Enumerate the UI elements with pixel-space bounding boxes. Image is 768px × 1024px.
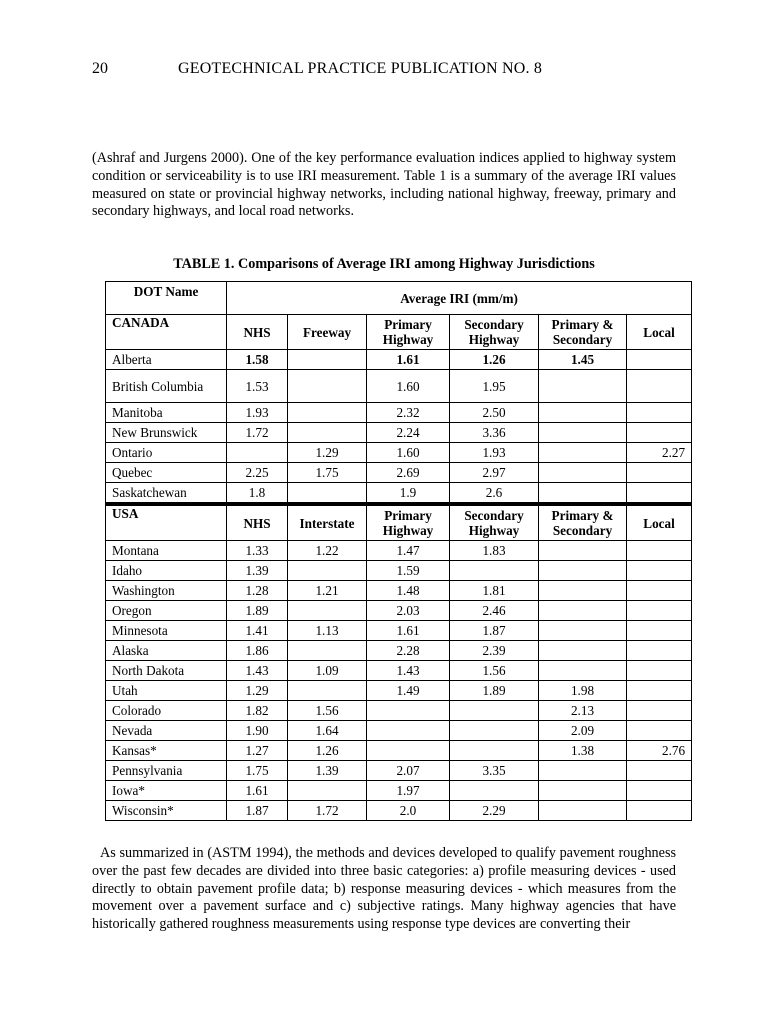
page-number: 20	[92, 60, 108, 77]
jurisdiction-name: Wisconsin*	[106, 801, 227, 821]
iri-value: 1.82	[227, 701, 288, 721]
table-row	[106, 781, 692, 801]
iri-value	[627, 581, 692, 601]
table-row	[106, 370, 692, 403]
iri-value: 1.61	[367, 621, 450, 641]
iri-value: 1.89	[450, 681, 539, 701]
iri-value	[539, 541, 627, 561]
iri-value	[627, 350, 692, 370]
iri-value: 1.61	[367, 350, 450, 370]
column-header: Primary Highway	[367, 315, 450, 350]
iri-value	[450, 721, 539, 741]
iri-value	[627, 641, 692, 661]
iri-value: 1.87	[450, 621, 539, 641]
jurisdiction-name: British Columbia	[106, 370, 227, 403]
iri-value	[288, 561, 367, 581]
iri-value: 2.0	[367, 801, 450, 821]
iri-value: 1.60	[367, 370, 450, 403]
iri-value: 1.58	[227, 350, 288, 370]
iri-value: 2.29	[450, 801, 539, 821]
iri-value: 1.53	[227, 370, 288, 403]
iri-value: 1.33	[227, 541, 288, 561]
iri-value: 1.13	[288, 621, 367, 641]
iri-value: 2.32	[367, 403, 450, 423]
iri-value: 1.48	[367, 581, 450, 601]
table-row	[106, 741, 692, 761]
iri-value: 1.21	[288, 581, 367, 601]
iri-value	[539, 641, 627, 661]
table-row	[106, 601, 692, 621]
iri-value: 1.41	[227, 621, 288, 641]
jurisdiction-name: Washington	[106, 581, 227, 601]
iri-value	[627, 701, 692, 721]
iri-value	[288, 423, 367, 443]
jurisdiction-name: Iowa*	[106, 781, 227, 801]
iri-value: 1.8	[227, 483, 288, 505]
iri-value: 1.38	[539, 741, 627, 761]
iri-value: 1.95	[450, 370, 539, 403]
iri-value: 2.97	[450, 463, 539, 483]
iri-value: 1.89	[227, 601, 288, 621]
iri-value: 1.29	[227, 681, 288, 701]
usa-section-label: USA	[106, 504, 227, 541]
iri-value	[539, 781, 627, 801]
iri-value	[288, 681, 367, 701]
iri-value: 1.72	[288, 801, 367, 821]
iri-value: 1.81	[450, 581, 539, 601]
usa-column-header-row	[106, 504, 692, 541]
iri-value: 1.39	[227, 561, 288, 581]
iri-value	[627, 403, 692, 423]
iri-value: 1.60	[367, 443, 450, 463]
iri-value: 1.09	[288, 661, 367, 681]
iri-value: 1.72	[227, 423, 288, 443]
iri-value: 1.39	[288, 761, 367, 781]
column-header: NHS	[227, 504, 288, 541]
column-header: Secondary Highway	[450, 504, 539, 541]
iri-value	[450, 561, 539, 581]
jurisdiction-name: Colorado	[106, 701, 227, 721]
intro-paragraph: (Ashraf and Jurgens 2000). One of the key performance evaluation indices applied to highway system condition or serviceability is to use IRI measurement. Table 1 is a summary of the average IRI values measured on state or provincial highway networks, including national highway, freeway, primary and secondary highways, and local road networks.	[92, 150, 676, 220]
table-row	[106, 561, 692, 581]
iri-value	[627, 781, 692, 801]
iri-value	[627, 681, 692, 701]
jurisdiction-name: Pennsylvania	[106, 761, 227, 781]
iri-value	[627, 561, 692, 581]
column-header: Freeway	[288, 315, 367, 350]
iri-value	[539, 801, 627, 821]
iri-value: 1.98	[539, 681, 627, 701]
jurisdiction-name: Alaska	[106, 641, 227, 661]
iri-value: 2.27	[627, 443, 692, 463]
iri-value	[627, 423, 692, 443]
table-row	[106, 681, 692, 701]
iri-value: 1.9	[367, 483, 450, 505]
jurisdiction-name: Manitoba	[106, 403, 227, 423]
body-paragraph: As summarized in (ASTM 1994), the methods and devices developed to qualify pavement roughness over the past few decades are divided into three basic categories: a) profile measuring devices - used directly to obtain pavement profile data; b) response measuring devices - which measures from the movement over a pavement surface and c) subjective ratings. Many highway agencies that have historically gathered roughness measurements using response type devices are converting their	[92, 845, 676, 933]
column-header: NHS	[227, 315, 288, 350]
iri-value	[288, 350, 367, 370]
iri-value: 2.69	[367, 463, 450, 483]
iri-value: 1.87	[227, 801, 288, 821]
table-row	[106, 661, 692, 681]
iri-value	[539, 463, 627, 483]
iri-value	[539, 581, 627, 601]
iri-value: 2.03	[367, 601, 450, 621]
iri-value	[367, 701, 450, 721]
iri-value	[539, 561, 627, 581]
iri-value: 1.75	[288, 463, 367, 483]
publication-title: GEOTECHNICAL PRACTICE PUBLICATION NO. 8	[178, 60, 543, 77]
table-row	[106, 761, 692, 781]
iri-value: 1.22	[288, 541, 367, 561]
iri-value	[288, 370, 367, 403]
table-header-row	[106, 282, 692, 315]
iri-value	[539, 403, 627, 423]
iri-value: 2.25	[227, 463, 288, 483]
iri-value: 2.39	[450, 641, 539, 661]
column-header: Primary & Secondary	[539, 504, 627, 541]
dot-name-header: DOT Name	[106, 282, 227, 315]
iri-value: 2.6	[450, 483, 539, 505]
iri-value	[539, 621, 627, 641]
iri-value: 1.47	[367, 541, 450, 561]
iri-table	[105, 281, 692, 821]
iri-value	[539, 483, 627, 505]
jurisdiction-name: Quebec	[106, 463, 227, 483]
iri-value	[627, 483, 692, 505]
iri-value: 2.50	[450, 403, 539, 423]
iri-value: 1.43	[227, 661, 288, 681]
iri-value	[539, 761, 627, 781]
table-row	[106, 801, 692, 821]
iri-value: 1.29	[288, 443, 367, 463]
jurisdiction-name: New Brunswick	[106, 423, 227, 443]
iri-value: 1.59	[367, 561, 450, 581]
iri-value: 2.24	[367, 423, 450, 443]
table-caption: TABLE 1. Comparisons of Average IRI among Highway Jurisdictions	[173, 256, 595, 272]
jurisdiction-name: Oregon	[106, 601, 227, 621]
iri-value	[539, 370, 627, 403]
iri-value	[367, 721, 450, 741]
iri-value: 1.64	[288, 721, 367, 741]
iri-value	[539, 443, 627, 463]
jurisdiction-name: North Dakota	[106, 661, 227, 681]
iri-value: 1.90	[227, 721, 288, 741]
table-row	[106, 423, 692, 443]
iri-value: 1.56	[288, 701, 367, 721]
iri-value	[288, 781, 367, 801]
iri-value	[288, 403, 367, 423]
average-iri-header: Average IRI (mm/m)	[227, 282, 692, 315]
iri-value	[367, 741, 450, 761]
iri-value	[627, 601, 692, 621]
canada-section-label: CANADA	[106, 315, 227, 350]
iri-value: 2.13	[539, 701, 627, 721]
iri-value	[627, 661, 692, 681]
iri-value	[627, 801, 692, 821]
iri-value: 2.76	[627, 741, 692, 761]
iri-value	[627, 541, 692, 561]
iri-value: 2.28	[367, 641, 450, 661]
iri-value	[450, 701, 539, 721]
iri-value	[288, 601, 367, 621]
iri-value	[627, 761, 692, 781]
iri-value: 2.09	[539, 721, 627, 741]
iri-value: 3.36	[450, 423, 539, 443]
jurisdiction-name: Minnesota	[106, 621, 227, 641]
column-header: Local	[627, 504, 692, 541]
jurisdiction-name: Idaho	[106, 561, 227, 581]
jurisdiction-name: Alberta	[106, 350, 227, 370]
column-header: Primary & Secondary	[539, 315, 627, 350]
jurisdiction-name: Nevada	[106, 721, 227, 741]
iri-value: 1.45	[539, 350, 627, 370]
table-row	[106, 701, 692, 721]
jurisdiction-name: Montana	[106, 541, 227, 561]
table-row	[106, 581, 692, 601]
iri-value: 1.93	[450, 443, 539, 463]
iri-value: 1.93	[227, 403, 288, 423]
iri-value: 1.75	[227, 761, 288, 781]
iri-value: 1.86	[227, 641, 288, 661]
iri-value: 1.83	[450, 541, 539, 561]
iri-value: 1.28	[227, 581, 288, 601]
jurisdiction-name: Ontario	[106, 443, 227, 463]
iri-value	[627, 463, 692, 483]
iri-value: 2.07	[367, 761, 450, 781]
column-header: Primary Highway	[367, 504, 450, 541]
iri-value	[450, 741, 539, 761]
iri-value: 1.97	[367, 781, 450, 801]
table-row	[106, 641, 692, 661]
iri-value: 2.46	[450, 601, 539, 621]
table-row	[106, 721, 692, 741]
iri-value	[288, 641, 367, 661]
column-header: Interstate	[288, 504, 367, 541]
table-row	[106, 483, 692, 505]
jurisdiction-name: Kansas*	[106, 741, 227, 761]
iri-value	[627, 621, 692, 641]
column-header: Secondary Highway	[450, 315, 539, 350]
jurisdiction-name: Saskatchewan	[106, 483, 227, 505]
table-row	[106, 403, 692, 423]
canada-column-header-row	[106, 315, 692, 350]
iri-value	[227, 443, 288, 463]
iri-value	[539, 661, 627, 681]
table-row	[106, 350, 692, 370]
iri-value: 1.26	[288, 741, 367, 761]
iri-value: 1.56	[450, 661, 539, 681]
iri-value: 1.43	[367, 661, 450, 681]
table-row	[106, 541, 692, 561]
iri-value: 1.27	[227, 741, 288, 761]
iri-value: 1.49	[367, 681, 450, 701]
iri-value	[539, 601, 627, 621]
table-row	[106, 621, 692, 641]
iri-value: 1.61	[227, 781, 288, 801]
table-row	[106, 463, 692, 483]
iri-value: 1.26	[450, 350, 539, 370]
iri-value	[539, 423, 627, 443]
iri-value: 3.35	[450, 761, 539, 781]
column-header: Local	[627, 315, 692, 350]
iri-value	[288, 483, 367, 505]
table-row	[106, 443, 692, 463]
iri-value	[627, 370, 692, 403]
jurisdiction-name: Utah	[106, 681, 227, 701]
iri-value	[450, 781, 539, 801]
iri-value	[627, 721, 692, 741]
running-header	[92, 60, 692, 82]
